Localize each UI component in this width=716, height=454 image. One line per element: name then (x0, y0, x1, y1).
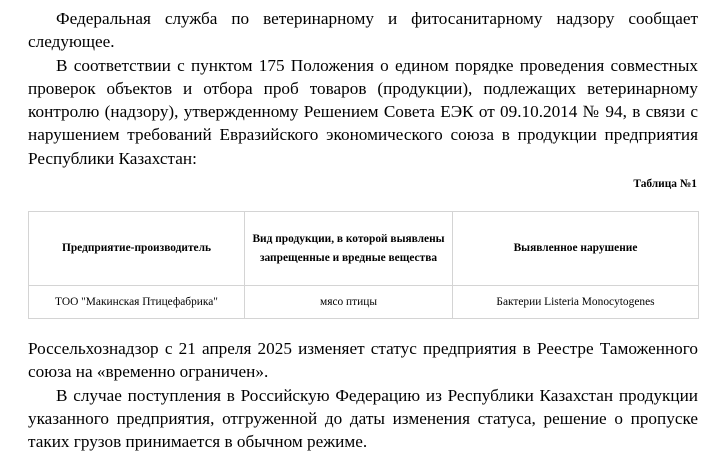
cell-violation: Бактерии Listeria Monocytogenes (453, 286, 699, 319)
legal-basis-paragraph: В соответствии с пунктом 175 Положения о едином порядке проведения совместных проверок объектов и отбора проб товаров (продукции), подлежащих ветеринарному контролю (надзору), утвержденному Решением Совета ЕЭК от 09.10.2014 № 94, в связи с нарушением требований Евразийского экономического союза в продукции предприятия Республики Казахстан: (28, 55, 698, 168)
table-caption: Таблица №1 (633, 178, 697, 191)
cell-product-type: мясо птицы (245, 286, 453, 319)
violations-table (28, 211, 699, 319)
header-product-type: Вид продукции, в которой выявлены запрещенные и вредные вещества (245, 212, 453, 286)
header-violation: Выявленное нарушение (453, 212, 699, 286)
document-body (28, 0, 698, 454)
status-change-paragraph: Россельхознадзор с 21 апреля 2025 изменяет статус предприятия в Реестре Таможенного союза на «временно ограничен». (28, 339, 698, 382)
cell-producer: ТОО "Макинская Птицефабрика" (29, 286, 245, 319)
table-header-row (29, 212, 699, 286)
shipment-decision-paragraph: В случае поступления в Российскую Федерацию из Республики Казахстан продукции указанного предприятия, отгруженной до даты изменения статуса, решение о пропуске таких грузов принимается в обычном режиме. (28, 385, 698, 452)
table-row (29, 286, 699, 319)
header-producer: Предприятие-производитель (29, 212, 245, 286)
intro-paragraph: Федеральная служба по ветеринарному и фитосанитарному надзору сообщает следующее. (28, 9, 698, 52)
